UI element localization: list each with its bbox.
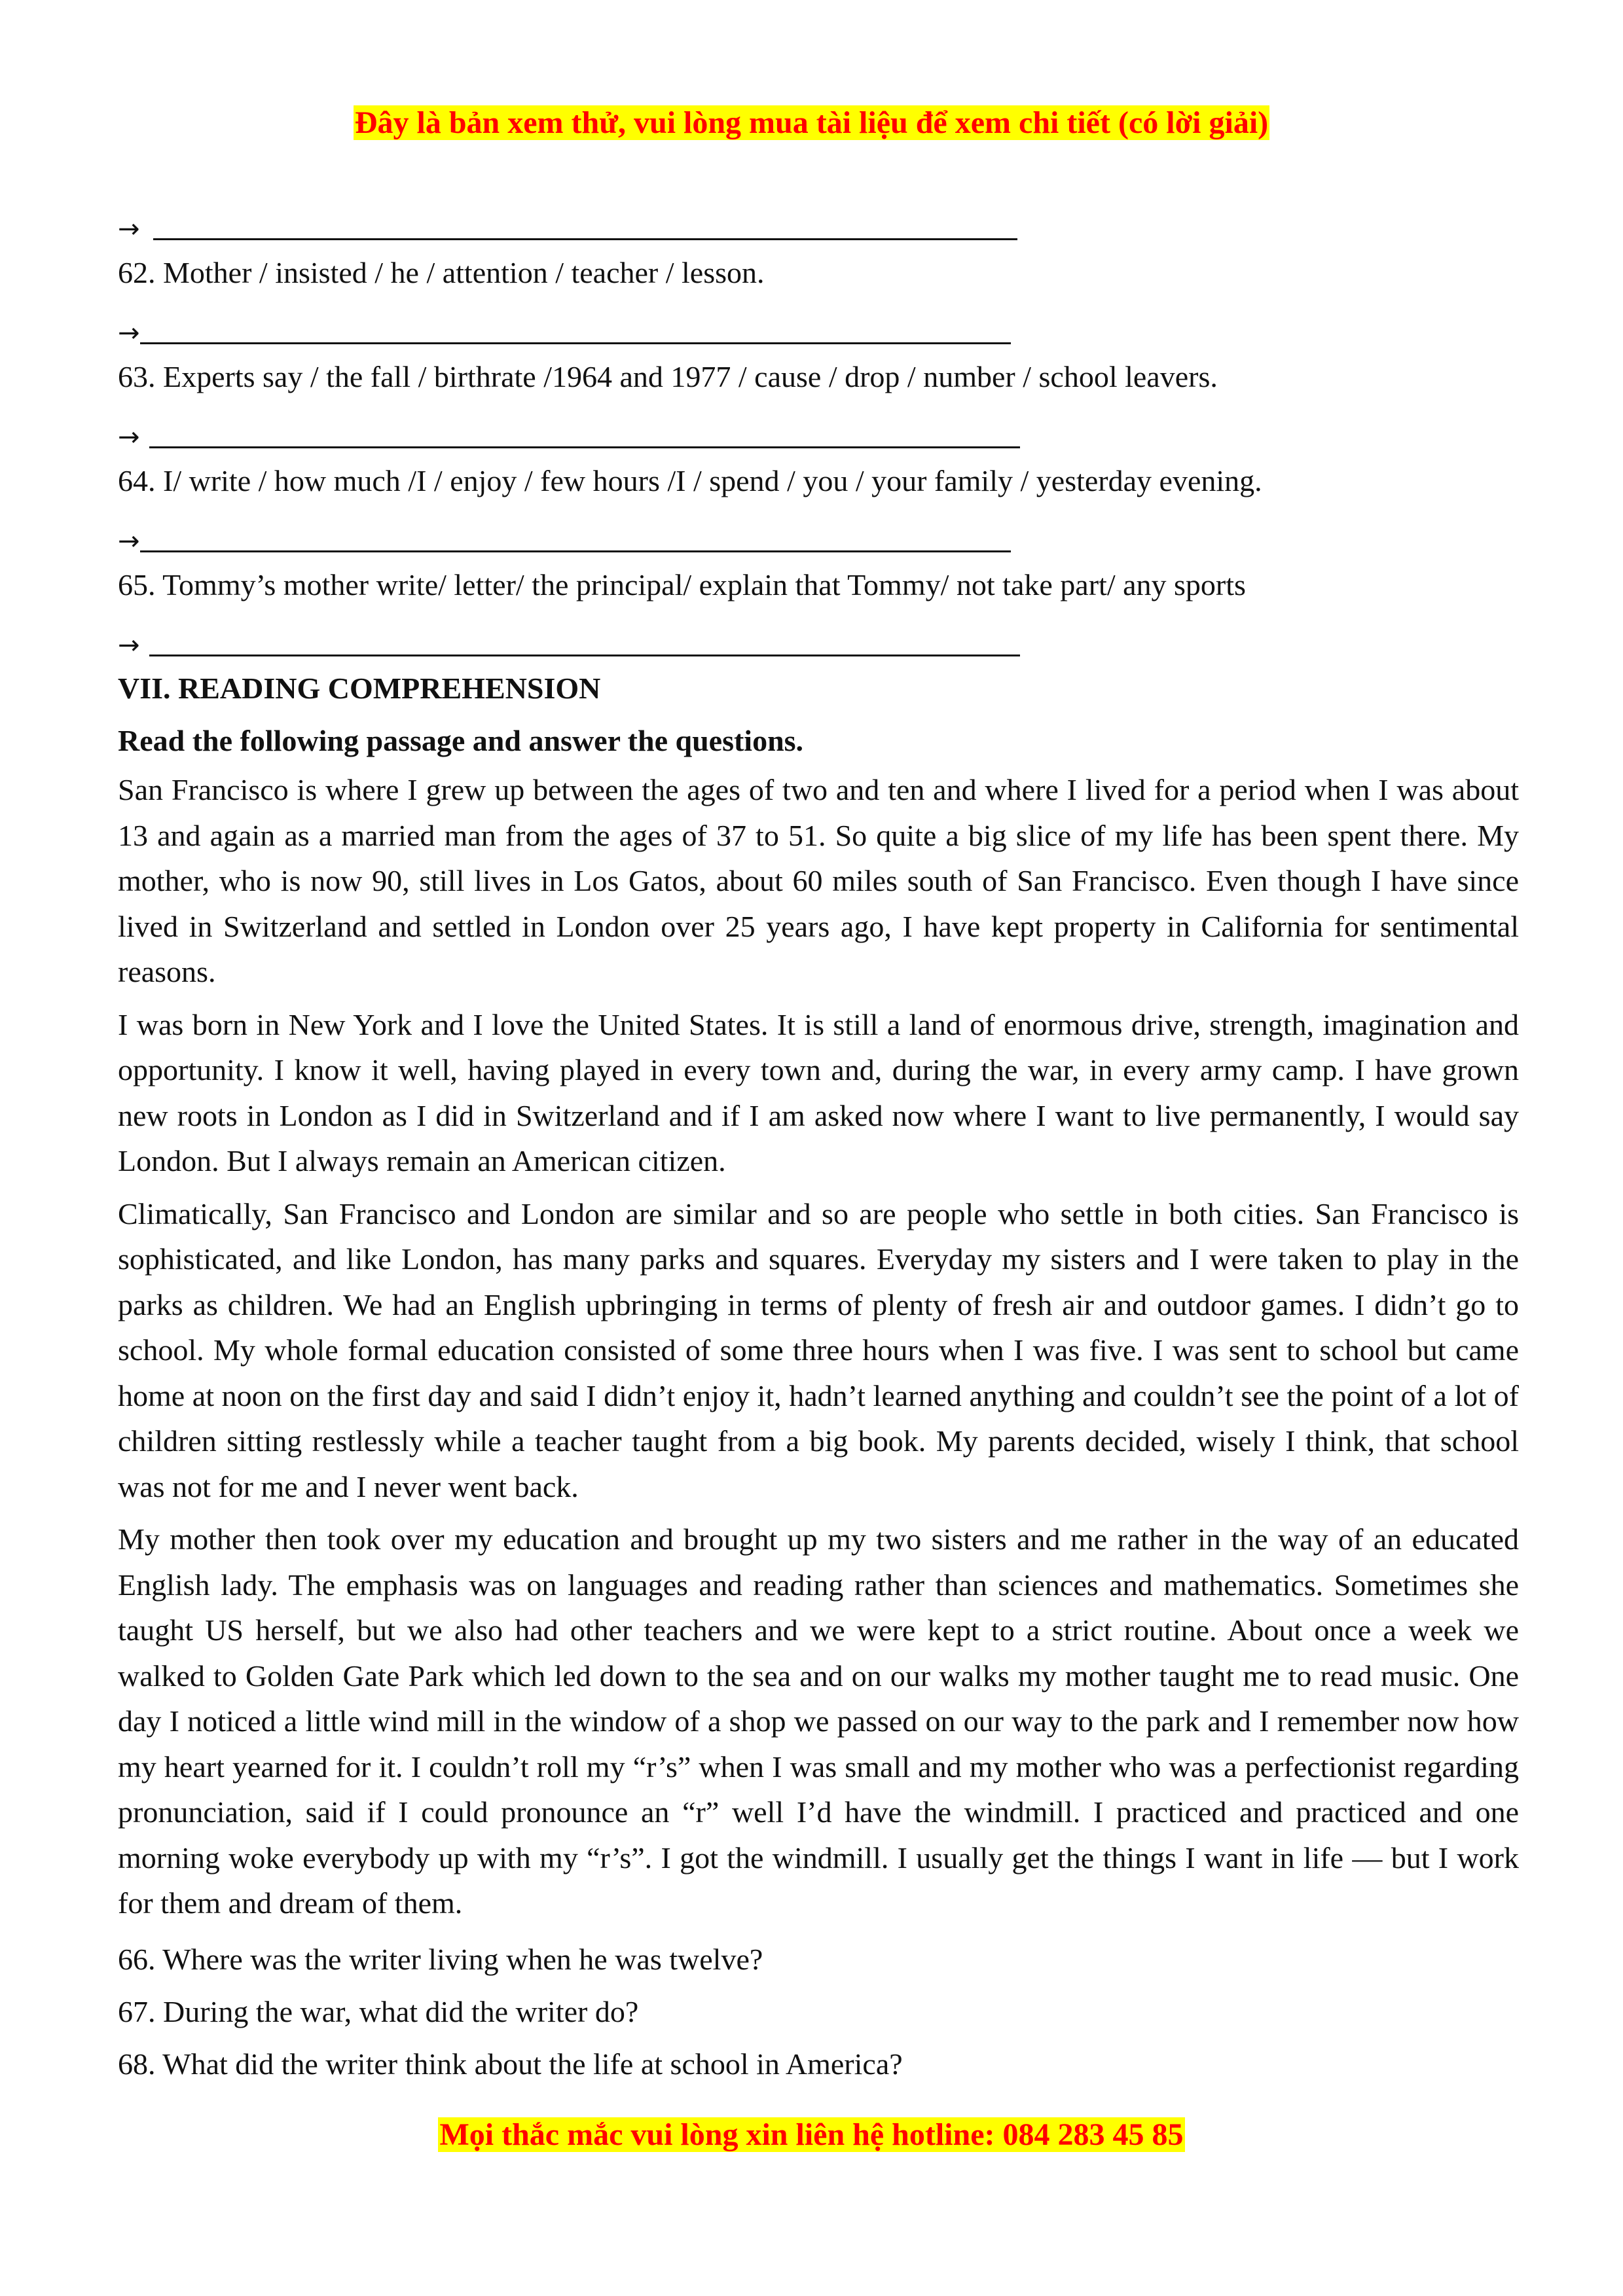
question-66: 66. Where was the writer living when he was twelve? bbox=[118, 1942, 763, 1976]
preview-notice-text: Đây là bản xem thử, vui lòng mua tài liệu để xem chi tiết (có lời giải) bbox=[354, 105, 1269, 140]
answer-blank bbox=[149, 446, 1020, 448]
answer-line-65 bbox=[118, 611, 1519, 662]
arrow-icon: → bbox=[118, 630, 140, 660]
section-instruction: Read the following passage and answer the questions. bbox=[118, 724, 804, 757]
exercise-63: 63. Experts say / the fall / birthrate /1964 and 1977 / cause / drop / number / school leavers. bbox=[118, 360, 1218, 393]
answer-line-63 bbox=[118, 403, 1519, 454]
answer-blank bbox=[140, 342, 1011, 344]
worksheet-content bbox=[118, 195, 1519, 2090]
arrow-icon: → bbox=[118, 526, 140, 556]
arrow-icon: → bbox=[118, 422, 140, 452]
hotline-notice-text: Mọi thắc mắc vui lòng xin liên hệ hotline: 084 283 45 85 bbox=[439, 2117, 1184, 2152]
exercise-64: 64. I/ write / how much /I / enjoy / few hours /I / spend / you / your family / yesterday evening. bbox=[118, 464, 1262, 497]
preview-notice-banner bbox=[0, 103, 1623, 143]
answer-blank bbox=[149, 655, 1020, 656]
hotline-notice-banner bbox=[0, 2115, 1623, 2155]
answer-line-62 bbox=[118, 299, 1519, 350]
arrow-icon: → bbox=[118, 214, 140, 244]
passage-paragraph: San Francisco is where I grew up between the ages of two and ten and where I lived for a period when I was about 13 and again as a married man from the ages of 37 to 51. So quite a big slice of my life has been spent there. My mother, who is now 90, still lives in Los Gatos, about 60 miles south of San Francisco. Even though I have since lived in Switzerland and settled in London over 25 years ago, I have kept property in California for sentimental reasons. bbox=[118, 773, 1519, 988]
answer-line-64 bbox=[118, 507, 1519, 558]
question-68: 68. What did the writer think about the life at school in America? bbox=[118, 2047, 903, 2081]
exercise-65: 65. Tommy’s mother write/ letter/ the principal/ explain that Tommy/ not take part/ any sports bbox=[118, 568, 1246, 601]
section-title: VII. READING COMPREHENSION bbox=[118, 672, 601, 705]
passage-paragraph: I was born in New York and I love the United States. It is still a land of enormous drive, strength, imagination and opportunity. I know it well, having played in every town and, during the war, in every army camp. I have grown new roots in London as I did in Switzerland and if I am asked now where I want to live permanently, I would say London. But I always remain an American citizen. bbox=[118, 1007, 1519, 1177]
answer-blank bbox=[140, 550, 1011, 552]
answer-blank bbox=[153, 238, 1017, 240]
exercise-62: 62. Mother / insisted / he / attention / teacher / lesson. bbox=[118, 256, 765, 289]
answer-line-61 bbox=[118, 195, 1519, 246]
passage-paragraph: My mother then took over my education and brought up my two sisters and me rather in the way of an educated English lady. The emphasis was on languages and reading rather than sciences and mathematics. Sometimes she taught US herself, but we also had other teachers and we were kept to a strict routine. About once a week we walked to Golden Gate Park which led down to the sea and on our walks my mother taught me to read music. One day I noticed a little wind mill in the window of a shop we passed on our way to the park and I remember now how my heart yearned for it. I couldn’t roll my “r’s” when I was small and my mother who was a perfectionist regarding pronunciation, said if I could pronounce an “r” well I’d have the windmill. I practiced and practiced and one morning woke everybody up with my “r’s”. I got the windmill. I usually get the things I want in life — but I work for them and dream of them. bbox=[118, 1522, 1519, 1920]
arrow-icon: → bbox=[118, 318, 140, 348]
passage-paragraph: Climatically, San Francisco and London are similar and so are people who settle in both cities. San Francisco is sophisticated, and like London, has many parks and squares. Everyday my sisters and I were taken to play in the parks as children. We had an English upbringing in terms of plenty of fresh air and outdoor games. I didn’t go to school. My whole formal education consisted of some three hours when I was five. I was sent to school but came home at noon on the first day and said I didn’t enjoy it, hadn’t learned anything and couldn’t see the point of a lot of children sitting restlessly while a teacher taught from a big book. My parents decided, wisely I think, that school was not for me and I never went back. bbox=[118, 1196, 1519, 1503]
question-67: 67. During the war, what did the writer do? bbox=[118, 1994, 639, 2028]
